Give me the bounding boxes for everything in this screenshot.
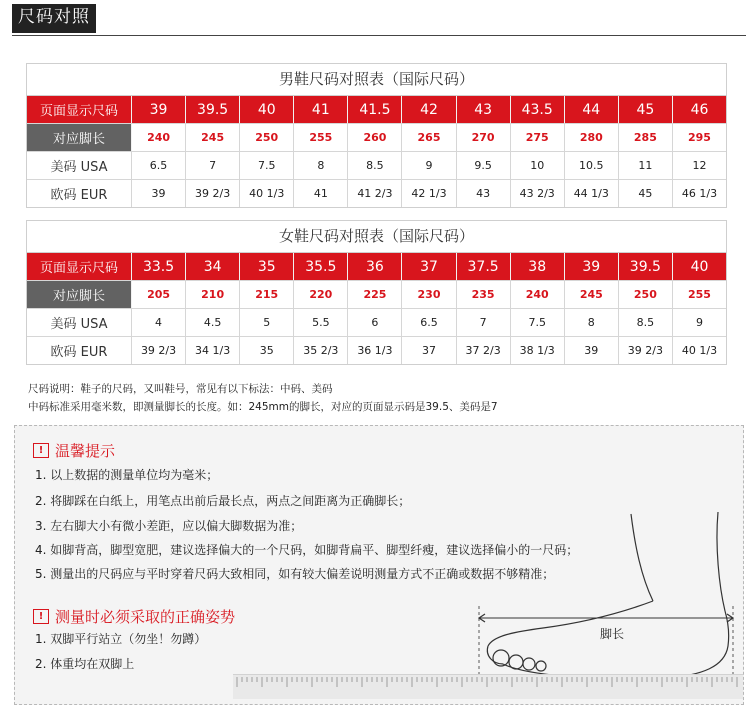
women-size-table: [26, 220, 727, 365]
row-label: 欧码 EUR: [27, 337, 132, 364]
table-cell: 295: [688, 131, 711, 144]
table-cell: 38 1/3: [511, 337, 565, 364]
tip-item: 3. 左右脚大小有微小差距，应以偏大脚数据为准；: [35, 519, 303, 533]
table-cell: 260: [348, 124, 402, 151]
table-cell: 8.5: [348, 152, 402, 179]
men-eur-row: [27, 180, 726, 207]
tips-heading: [33, 440, 115, 461]
table-cell: 8.5: [619, 309, 673, 336]
table-cell: 7: [186, 152, 240, 179]
table-cell: 245: [565, 281, 619, 308]
men-table-title: 男鞋尺码对照表（国际尺码）: [27, 64, 726, 96]
table-cell: 34: [186, 253, 240, 280]
tip-item: 1. 以上数据的测量单位均为毫米；: [35, 468, 219, 482]
table-cell: 40 1/3: [240, 180, 294, 207]
foot-illustration: [463, 506, 738, 681]
women-length-row: [27, 281, 726, 309]
row-label: 欧码 EUR: [27, 180, 132, 207]
table-cell: 33.5: [132, 253, 186, 280]
table-cell: 37: [402, 337, 456, 364]
row-label: 对应脚长: [27, 124, 132, 151]
table-cell: 11: [619, 152, 673, 179]
table-cell: 44 1/3: [565, 180, 619, 207]
table-cell: 265: [402, 124, 456, 151]
table-cell: 36: [348, 253, 402, 280]
table-cell: 240: [511, 281, 565, 308]
ruler-ticks: [233, 675, 743, 699]
table-cell: 37: [402, 253, 456, 280]
men-usa-row: [27, 152, 726, 180]
table-cell: 41.5: [348, 96, 402, 123]
table-cell: 4.5: [186, 309, 240, 336]
posture-heading-text: 测量时必须采取的正确姿势: [55, 608, 236, 626]
table-cell: 240: [132, 124, 186, 151]
table-cell: 7: [457, 309, 511, 336]
tips-heading-text: 温馨提示: [55, 442, 116, 460]
women-table-title: 女鞋尺码对照表（国际尺码）: [27, 221, 726, 253]
table-cell: 41: [294, 96, 348, 123]
table-cell: 38: [511, 253, 565, 280]
table-cell: 42 1/3: [402, 180, 456, 207]
row-label: 页面显示尺码: [27, 96, 132, 123]
table-cell: 5: [240, 309, 294, 336]
warning-icon: !: [33, 609, 49, 624]
table-cell: 41: [294, 180, 348, 207]
warning-icon: !: [33, 443, 49, 458]
table-cell: 35: [240, 253, 294, 280]
table-cell: 37.5: [457, 253, 511, 280]
table-cell: 7.5: [240, 152, 294, 179]
table-cell: 8: [294, 152, 348, 179]
men-length-row: [27, 124, 726, 152]
table-cell: 215: [240, 281, 294, 308]
table-cell: 35 2/3: [294, 337, 348, 364]
ruler: [233, 674, 743, 699]
table-cell: 39: [565, 337, 619, 364]
table-cell: 34 1/3: [186, 337, 240, 364]
table-cell: 41 2/3: [348, 180, 402, 207]
women-usa-row: [27, 309, 726, 337]
table-cell: 205: [132, 281, 186, 308]
row-label: 页面显示尺码: [27, 253, 132, 280]
table-cell: 250: [619, 281, 673, 308]
table-cell: 35: [240, 337, 294, 364]
table-cell: 43: [457, 96, 511, 123]
foot-length-label: 脚长: [600, 627, 625, 641]
women-display-row: [27, 253, 726, 281]
size-note-line-2: 中码标准采用毫米数，即测量脚长的长度。如：245mm的脚长，对应的页面显示码是39.5、美码是7: [28, 401, 498, 413]
table-cell: 255: [688, 288, 711, 301]
table-cell: 39 2/3: [186, 180, 240, 207]
table-cell: 235: [457, 281, 511, 308]
row-label: 美码 USA: [27, 309, 132, 336]
women-eur-row: [27, 337, 726, 364]
table-cell: 5.5: [294, 309, 348, 336]
table-cell: 40: [673, 253, 726, 280]
row-label: 美码 USA: [27, 152, 132, 179]
table-cell: 42: [402, 96, 456, 123]
table-cell: 9: [402, 152, 456, 179]
tip-item: 5. 测量出的尺码应与平时穿着尺码大致相同，如有较大偏差说明测量方式不正确或数据不够精准；: [35, 567, 555, 581]
tip-item: 2. 将脚踩在白纸上，用笔点出前后最长点，两点之间距离为正确脚长；: [35, 494, 411, 508]
table-cell: 285: [619, 124, 673, 151]
table-cell: 40: [240, 96, 294, 123]
table-cell: 45: [619, 180, 673, 207]
header-divider: [12, 35, 746, 36]
tip-item: 4. 如脚背高，脚型宽肥，建议选择偏大的一个尺码，如脚背扁平、脚型纤瘦，建议选择偏小的一尺码；: [35, 543, 579, 557]
title-underline: [12, 31, 96, 33]
table-cell: 39 2/3: [619, 337, 673, 364]
table-cell: 210: [186, 281, 240, 308]
table-cell: 250: [240, 124, 294, 151]
table-cell: 35.5: [294, 253, 348, 280]
tips-panel: [14, 425, 744, 705]
row-label: 对应脚长: [27, 281, 132, 308]
table-cell: 10.5: [565, 152, 619, 179]
table-cell: 39: [565, 253, 619, 280]
posture-heading: [33, 606, 235, 627]
table-cell: 39: [132, 96, 186, 123]
men-size-table: [26, 63, 727, 208]
table-cell: 275: [511, 124, 565, 151]
table-cell: 43.5: [511, 96, 565, 123]
table-cell: 6: [348, 309, 402, 336]
table-cell: 40 1/3: [681, 344, 718, 357]
table-cell: 39 2/3: [132, 337, 186, 364]
table-cell: 39.5: [186, 96, 240, 123]
table-cell: 46: [673, 96, 726, 123]
table-cell: 220: [294, 281, 348, 308]
table-cell: 270: [457, 124, 511, 151]
table-cell: 46 1/3: [681, 187, 718, 200]
table-cell: 9.5: [457, 152, 511, 179]
men-display-row: [27, 96, 726, 124]
table-cell: 230: [402, 281, 456, 308]
table-cell: 43: [457, 180, 511, 207]
table-cell: 39: [132, 180, 186, 207]
table-cell: 10: [511, 152, 565, 179]
table-cell: 45: [619, 96, 673, 123]
table-cell: 43 2/3: [511, 180, 565, 207]
section-title: 尺码对照: [12, 4, 96, 31]
table-cell: 39.5: [619, 253, 673, 280]
table-cell: 280: [565, 124, 619, 151]
table-cell: 255: [294, 124, 348, 151]
table-cell: 7.5: [511, 309, 565, 336]
table-cell: 6.5: [132, 152, 186, 179]
table-cell: 6.5: [402, 309, 456, 336]
posture-item: 2. 体重均在双脚上: [35, 657, 135, 671]
size-note-line-1: 尺码说明：鞋子的尺码，又叫鞋号，常见有以下标法：中码、美码: [28, 383, 333, 395]
table-cell: 8: [565, 309, 619, 336]
table-cell: 36 1/3: [348, 337, 402, 364]
table-cell: 44: [565, 96, 619, 123]
table-cell: 245: [186, 124, 240, 151]
table-cell: 12: [692, 159, 707, 172]
table-cell: 37 2/3: [457, 337, 511, 364]
posture-item: 1. 双脚平行站立（勿坐！勿蹲）: [35, 632, 207, 646]
table-cell: 4: [132, 309, 186, 336]
table-cell: 9: [695, 316, 703, 329]
table-cell: 225: [348, 281, 402, 308]
